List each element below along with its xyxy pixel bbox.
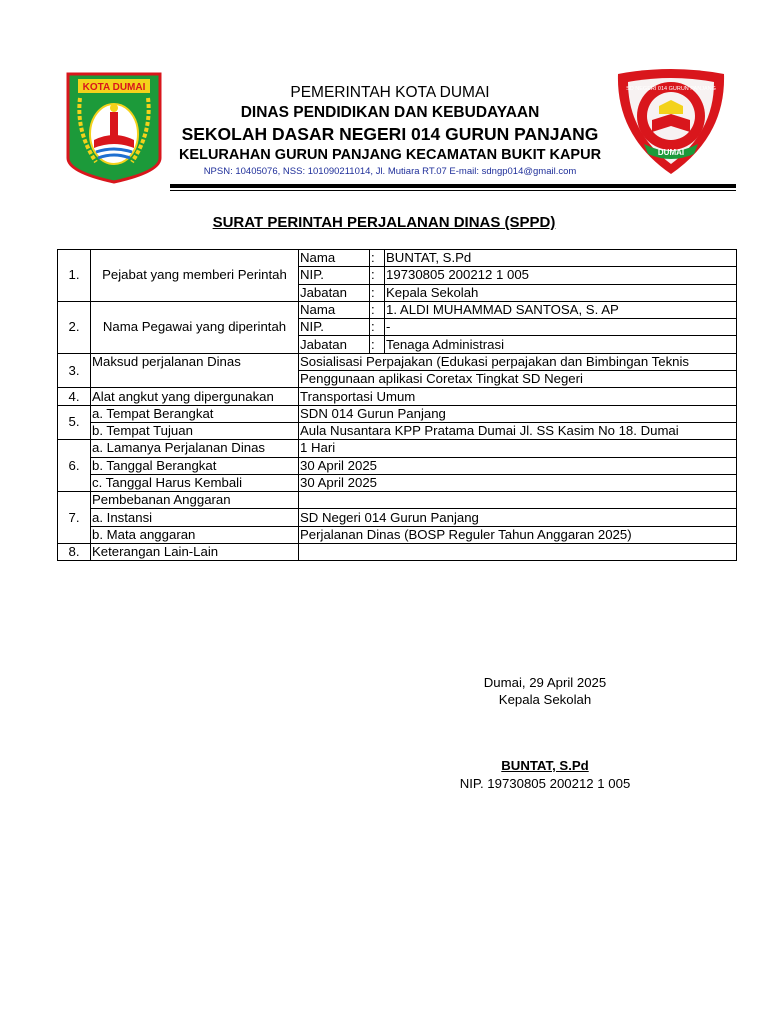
sub-value: Tenaga Administrasi xyxy=(385,336,737,353)
signature-place-date: Dumai, 29 April 2025 xyxy=(483,675,607,690)
signature-name: BUNTAT, S.Pd xyxy=(501,758,589,773)
sub-value: Kepala Sekolah xyxy=(385,284,737,301)
row-number: 1. xyxy=(58,250,91,302)
row-value: Perjalanan Dinas (BOSP Reguler Tahun Anggaran 2025) xyxy=(299,526,737,543)
row-value: 30 April 2025 xyxy=(299,457,737,474)
logo-right-ribbon: DUMAI xyxy=(657,148,685,157)
header-address-district: KELURAHAN GURUN PANJANG KECAMATAN BUKIT KAPUR xyxy=(178,147,602,163)
row-label: a. Tempat Berangkat xyxy=(91,405,299,422)
row-label: b. Tanggal Berangkat xyxy=(91,457,299,474)
row-value: SDN 014 Gurun Panjang xyxy=(299,405,737,422)
row-label: Maksud perjalanan Dinas xyxy=(91,353,299,388)
row-value-empty xyxy=(299,492,737,509)
signature-nip: NIP. 19730805 200212 1 005 xyxy=(459,776,631,791)
row-number: 7. xyxy=(58,492,91,544)
signature-position: Kepala Sekolah xyxy=(498,692,592,707)
sub-value: - xyxy=(385,319,737,336)
row-number: 2. xyxy=(58,301,91,353)
letterhead-rule-thin xyxy=(170,190,736,191)
sub-key: Nama xyxy=(299,250,370,267)
logo-right-text: SD NEGERI 014 GURUN PANJANG xyxy=(626,86,716,92)
row-label: Pembebanan Anggaran xyxy=(91,492,299,509)
letterhead-rule-thick xyxy=(170,184,736,188)
row-value: SD Negeri 014 Gurun Panjang xyxy=(299,509,737,526)
sub-key: Jabatan xyxy=(299,336,370,353)
table-row xyxy=(58,422,737,439)
row-label: Alat angkut yang dipergunakan xyxy=(91,388,299,405)
colon: : xyxy=(370,250,385,267)
row-label: a. Lamanya Perjalanan Dinas xyxy=(91,440,299,457)
row-value: Penggunaan aplikasi Coretax Tingkat SD Negeri xyxy=(299,371,737,388)
row-label: b. Mata anggaran xyxy=(91,526,299,543)
colon: : xyxy=(370,301,385,318)
sppd-table xyxy=(57,249,737,561)
table-row xyxy=(58,250,737,267)
row-value: Sosialisasi Perpajakan (Edukasi perpajakan dan Bimbingan Teknis xyxy=(299,353,737,370)
row-label: Pejabat yang memberi Perintah xyxy=(91,250,299,302)
table-row xyxy=(58,526,737,543)
table-row xyxy=(58,457,737,474)
sub-value: BUNTAT, S.Pd xyxy=(385,250,737,267)
row-value: 30 April 2025 xyxy=(299,474,737,491)
sub-value: 1. ALDI MUHAMMAD SANTOSA, S. AP xyxy=(385,301,737,318)
row-number: 3. xyxy=(58,353,91,388)
kota-dumai-logo xyxy=(66,72,162,184)
table-row xyxy=(58,440,737,457)
document-title: SURAT PERINTAH PERJALANAN DINAS (SPPD) xyxy=(212,214,556,231)
row-label: c. Tanggal Harus Kembali xyxy=(91,474,299,491)
row-value: Aula Nusantara KPP Pratama Dumai Jl. SS Kasim No 18. Dumai xyxy=(299,422,737,439)
school-shield-logo xyxy=(614,66,728,178)
row-label: b. Tempat Tujuan xyxy=(91,422,299,439)
colon: : xyxy=(370,267,385,284)
table-row xyxy=(58,388,737,405)
logo-left-text: KOTA DUMAI xyxy=(82,82,146,93)
colon: : xyxy=(370,284,385,301)
header-department: DINAS PENDIDIKAN DAN KEBUDAYAAN xyxy=(240,104,540,121)
sub-key: NIP. xyxy=(299,267,370,284)
table-row xyxy=(58,492,737,509)
table-row xyxy=(58,353,737,370)
row-number: 6. xyxy=(58,440,91,492)
row-value-empty xyxy=(299,544,737,561)
sub-value: 19730805 200212 1 005 xyxy=(385,267,737,284)
header-government: PEMERINTAH KOTA DUMAI xyxy=(290,84,490,101)
row-value: Transportasi Umum xyxy=(299,388,737,405)
table-row xyxy=(58,509,737,526)
sub-key: NIP. xyxy=(299,319,370,336)
table-row xyxy=(58,301,737,318)
table-row xyxy=(58,474,737,491)
row-label: Keterangan Lain-Lain xyxy=(91,544,299,561)
colon: : xyxy=(370,319,385,336)
table-row xyxy=(58,405,737,422)
header-school-name: SEKOLAH DASAR NEGERI 014 GURUN PANJANG xyxy=(181,124,599,144)
row-number: 8. xyxy=(58,544,91,561)
row-value: 1 Hari xyxy=(299,440,737,457)
colon: : xyxy=(370,336,385,353)
row-number: 4. xyxy=(58,388,91,405)
sub-key: Nama xyxy=(299,301,370,318)
row-label: a. Instansi xyxy=(91,509,299,526)
sub-key: Jabatan xyxy=(299,284,370,301)
table-row xyxy=(58,544,737,561)
header-contact-info: NPSN: 10405076, NSS: 101090211014, Jl. Mutiara RT.07 E-mail: sdngp014@gmail.com xyxy=(203,166,577,177)
row-number: 5. xyxy=(58,405,91,440)
row-label: Nama Pegawai yang diperintah xyxy=(91,301,299,353)
